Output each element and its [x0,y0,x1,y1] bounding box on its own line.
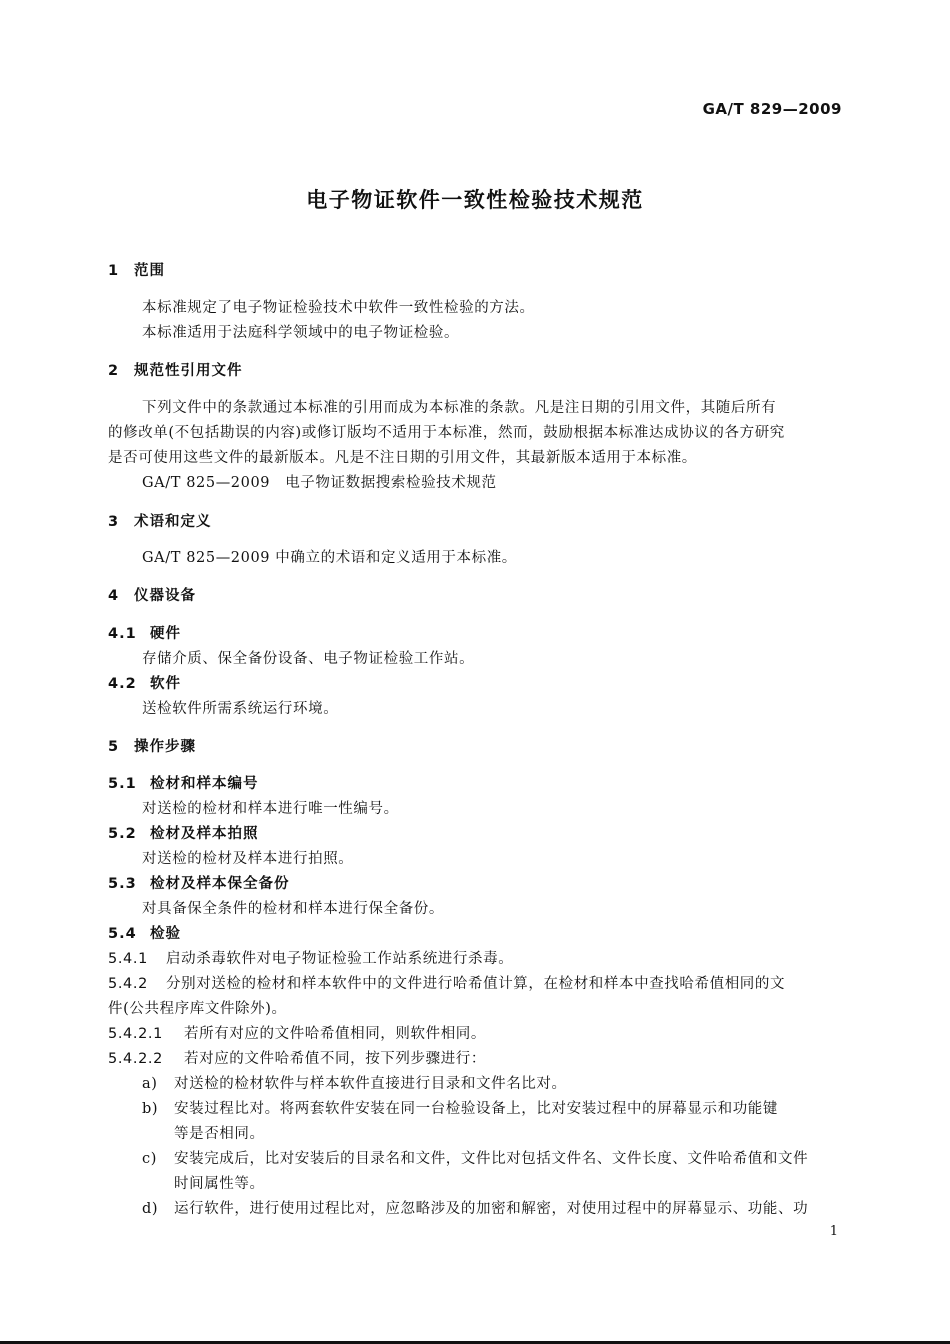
clause-number: 5.4.2.1 [108,1026,163,1042]
section-number: 1 [108,263,120,279]
section-title: 规范性引用文件 [134,363,243,379]
subsection-number: 5.2 [108,826,137,842]
list-item-continued: 等是否相同。 [174,1126,265,1142]
paragraph: 送检软件所需系统运行环境。 [142,701,339,717]
section-1-heading [108,259,165,280]
subsection-number: 5.1 [108,776,137,792]
section-number: 2 [108,363,120,379]
section-title: 操作步骤 [134,739,196,755]
clause-text: 若对应的文件哈希值不同，按下列步骤进行： [184,1051,486,1067]
list-item [142,1097,778,1118]
page-number: 1 [829,1224,838,1239]
clause-text: 启动杀毒软件对电子物证检验工作站系统进行杀毒。 [166,951,514,967]
subsection-5-2-heading [108,822,259,843]
subsection-number: 4.1 [108,626,137,642]
header-doc-id: GA/T 829—2009 [702,100,842,118]
subsection-title: 检验 [150,926,181,942]
list-item-label: c) [142,1151,157,1167]
paragraph: 本标准规定了电子物证检验技术中软件一致性检验的方法。 [142,300,535,316]
paragraph-line: 的修改单(不包括勘误的内容)或修订版均不适用于本标准，然而，鼓励根据本标准达成协议的各方研究 [108,425,785,441]
list-item [142,1072,567,1093]
section-title: 术语和定义 [134,514,212,530]
list-item-continued: 时间属性等。 [174,1176,265,1192]
clause-5-4-2-2 [108,1047,486,1068]
subsection-5-4-heading [108,922,181,943]
list-item-label: a) [142,1076,158,1092]
section-number: 3 [108,514,120,530]
list-item-label: b) [142,1101,159,1117]
section-title: 仪器设备 [134,588,196,604]
subsection-title: 检材和样本编号 [150,776,259,792]
clause-number: 5.4.1 [108,951,148,967]
section-title: 范围 [134,263,165,279]
clause-number: 5.4.2 [108,976,148,992]
section-number: 4 [108,588,120,604]
subsection-title: 检材及样本拍照 [150,826,259,842]
paragraph: GA/T 825—2009 中确立的术语和定义适用于本标准。 [142,550,517,566]
section-number: 5 [108,739,120,755]
section-4-heading [108,584,196,605]
subsection-title: 检材及样本保全备份 [150,876,290,892]
list-item-label: d) [142,1201,159,1217]
clause-5-4-2-1 [108,1022,486,1043]
list-item-text: 运行软件，进行使用过程比对，应忽略涉及的加密和解密，对使用过程中的屏幕显示、功能、功 [174,1201,809,1217]
subsection-5-3-heading [108,872,290,893]
section-3-heading [108,510,212,531]
subsection-4-1-heading [108,622,181,643]
subsection-number: 5.4 [108,926,137,942]
paragraph: 本标准适用于法庭科学领域中的电子物证检验。 [142,325,460,341]
paragraph: 对送检的检材及样本进行拍照。 [142,851,354,867]
clause-5-4-1 [108,947,513,968]
page-title: 电子物证软件一致性检验技术规范 [306,188,644,212]
list-item [142,1147,808,1168]
normative-reference: GA/T 825—2009 电子物证数据搜索检验技术规范 [142,475,497,491]
subsection-5-1-heading [108,772,259,793]
subsection-title: 软件 [150,676,181,692]
paragraph-line: 下列文件中的条款通过本标准的引用而成为本标准的条款。凡是注日期的引用文件，其随后所有 [142,400,777,416]
subsection-number: 4.2 [108,676,137,692]
list-item-text: 对送检的检材软件与样本软件直接进行目录和文件名比对。 [174,1076,567,1092]
clause-text: 分别对送检的检材和样本软件中的文件进行哈希值计算，在检材和样本中查找哈希值相同的文 [166,976,786,992]
section-2-heading [108,359,243,380]
clause-5-4-2 [108,972,785,993]
list-item [142,1197,808,1218]
list-item-text: 安装完成后，比对安装后的目录名和文件，文件比对包括文件名、文件长度、文件哈希值和文件 [174,1151,809,1167]
clause-text-continued: 件(公共程序库文件除外)。 [108,1001,287,1017]
clause-text: 若所有对应的文件哈希值相同，则软件相同。 [184,1026,486,1042]
subsection-title: 硬件 [150,626,181,642]
list-item-text: 安装过程比对。将两套软件安装在同一台检验设备上，比对安装过程中的屏幕显示和功能键 [174,1101,778,1117]
paragraph: 存储介质、保全备份设备、电子物证检验工作站。 [142,651,475,667]
paragraph-line: 是否可使用这些文件的最新版本。凡是不注日期的引用文件，其最新版本适用于本标准。 [108,450,697,466]
clause-number: 5.4.2.2 [108,1051,163,1067]
section-5-heading [108,735,196,756]
paragraph: 对送检的检材和样本进行唯一性编号。 [142,801,399,817]
subsection-number: 5.3 [108,876,137,892]
paragraph: 对具备保全条件的检材和样本进行保全备份。 [142,901,444,917]
subsection-4-2-heading [108,672,181,693]
